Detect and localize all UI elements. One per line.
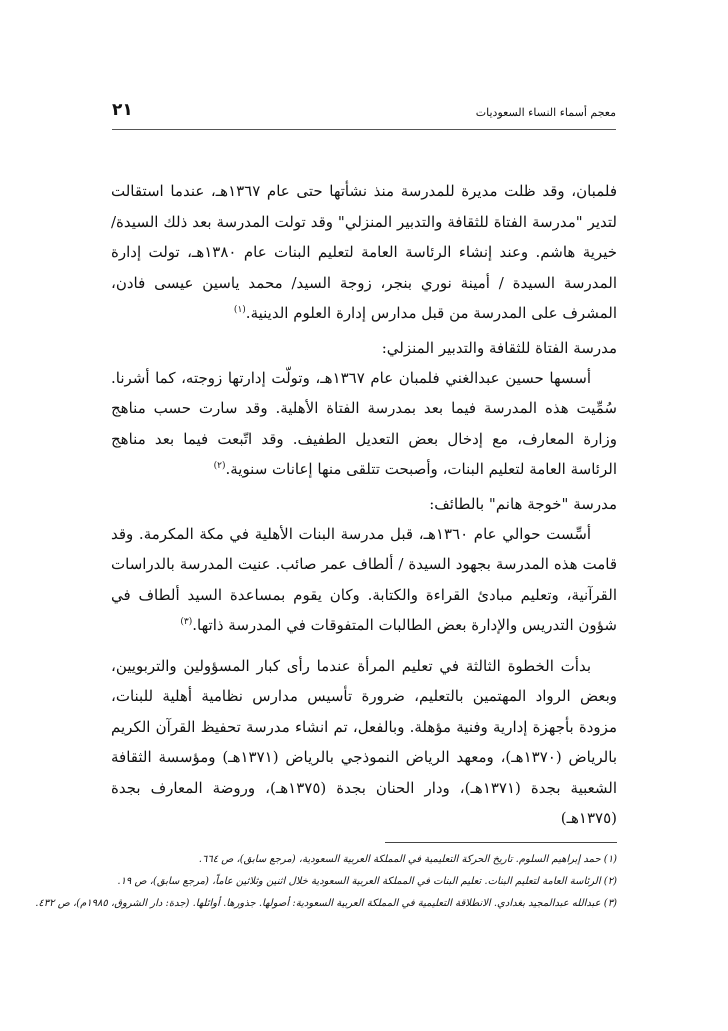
page-header	[112, 100, 616, 128]
section-heading-girls-school: مدرسة الفتاة للثقافة والتدبير المنزلي:	[381, 338, 617, 357]
paragraph-3	[111, 519, 617, 641]
footnote-ref-2: (٢)	[213, 461, 226, 471]
running-head: معجم أسماء النساء السعوديات	[475, 106, 616, 119]
paragraph-4: بدأت الخطوة الثالثة في تعليم المرأة عندما رأى كبار المسؤولين والتربويين، وبعض الرواد المهتمين بالتعليم، ضرورة تأسيس مدارس نظامية أهلية للبنات، مزودة بأجهزة إدارية وفنية مؤهلة. وبالفعل، تم انشاء مدرسة تحفيظ القرآن الكريم بالرياض (١٣٧٠هـ)، ومعهد الرياض النموذجي بالرياض (١٣٧١هـ) ومؤسسة الثقافة الشعبية بجدة (١٣٧١هـ)، ودار الحنان بجدة (١٣٧٥هـ)، وروضة المعارف بجدة (١٣٧٥هـ)	[111, 656, 617, 827]
paragraph-2	[111, 363, 617, 485]
page-body	[35, 176, 618, 915]
footnote-ref-1: (١)	[233, 305, 246, 315]
paragraph-3-text: أسِّست حوالي عام ١٣٦٠هـ، قبل مدرسة البنات الأهلية في مكة المكرمة. وقد قامت هذه المدرسة بجهود السيدة / ألطاف عمر صائب. عنيت المدرسة بالدراسات القرآنية، وتعليم مبادئ القراءة والكتابة. وكان يقوم بمساعدة السيد ألطاف في شؤون التدريس والإدارة بعض الطالبات المتفوقات في المدرسة ذاتها.	[111, 524, 617, 634]
page-number: ٢١	[112, 100, 133, 120]
section-heading-khoja-hanem: مدرسة "خوجة هانم" بالطائف:	[429, 494, 617, 513]
footnote-ref-3: (٣)	[180, 617, 193, 627]
footnote-2: (٢) الرئاسة العامة لتعليم البنات. تعليم البنات في المملكة العربية السعودية خلال اثنين وثلاثين عاماً، (مرجع سابق)، ص ١٩.	[117, 875, 617, 887]
paragraph-2-text: أسسها حسين عبدالغني فلمبان عام ١٣٦٧هـ، وتولّت إدارتها زوجته، كما أشرنا. سُمِّيت هذه المدرسة فيما بعد بمدرسة الفتاة الأهلية. وقد سارت حسب مناهج وزارة المعارف، مع إدخال بعض التعديل الطفيف. وقد اتّبعت فيما بعد مناهج الرئاسة العامة لتعليم البنات، وأصبحت تتلقى منها إعانات سنوية.	[111, 368, 617, 478]
header-rule	[112, 129, 616, 130]
paragraph-1-text: فلمبان، وقد ظلت مديرة للمدرسة منذ نشأتها حتى عام ١٣٦٧هـ، عندما استقالت لتدير "مدرسة الفتاة للثقافة والتدبير المنزلي" وقد تولت المدرسة بعد ذلك السيدة/ خيرية هاشم. وعند إنشاء الرئاسة العامة لتعليم البنات عام ١٣٨٠هـ، تولت إدارة المدرسة السيدة / أمينة نوري بنجر، زوجة السيد/ محمد ياسين عيسى فادن، المشرف على المدرسة من قبل مدارس إدارة العلوم الدينية.	[111, 182, 618, 322]
footnote-rule	[385, 842, 617, 843]
footnote-3: (٣) عبدالله عبدالمجيد بغدادي. الانطلاقة التعليمية في المملكة العربية السعودية: أصولها. جذورها. أوائلها. (جدة: دار الشروق، ١٩٨٥م)، ص ٤٣٢.	[35, 897, 617, 909]
footnote-1: (١) حمد إبراهيم السلوم. تاريخ الحركة التعليمية في المملكة العربية السعودية، (مرجع سابق)، ص ٦٦٤.	[198, 853, 617, 865]
paragraph-gap	[111, 641, 617, 651]
footnotes	[35, 849, 617, 915]
paragraph-1	[111, 176, 617, 329]
